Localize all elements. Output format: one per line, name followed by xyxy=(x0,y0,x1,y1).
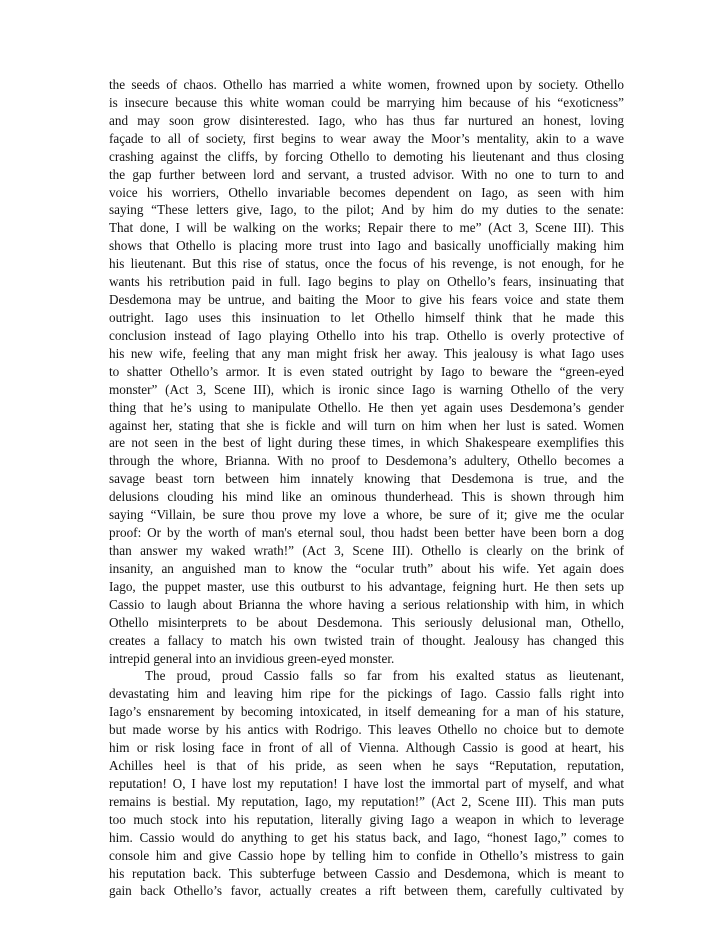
text-line: remains is bestial. My reputation, Iago, my reputation!” (Act 2, Scene III). This man puts xyxy=(109,793,624,809)
text-line: Cassio to laugh about Brianna the whore having a serious relationship with him, in which xyxy=(109,596,624,612)
text-line: to shatter Othello’s armor. It is even stated outright by Iago to beware the “green-eyed xyxy=(109,363,624,379)
text-line: reputation! O, I have lost my reputation! I have lost the immortal part of myself, and what xyxy=(109,775,624,791)
text-line: saying “These letters give, Iago, to the pilot; And by him do my duties to the senate: xyxy=(109,202,624,218)
text-line: delusions clouding his mind like an ominous thunderhead. This is shown through him xyxy=(109,489,624,505)
text-line: him. Cassio would do anything to get his status back, and Iago, “honest Iago,” comes to xyxy=(109,829,624,845)
text-line: creates a fallacy to match his own twisted train of thought. Jealousy has changed this xyxy=(109,632,624,648)
text-line: savage beast torn between him innately knowing that Desdemona is true, and the xyxy=(109,471,624,487)
text-line: console him and give Cassio hope by telling him to confide in Othello’s mistress to gain xyxy=(109,847,624,863)
text-line: him or risk losing face in front of all of Vienna. Although Cassio is good at heart, his xyxy=(109,740,624,756)
text-line: the seeds of chaos. Othello has married a white women, frowned upon by society. Othello xyxy=(109,77,624,92)
text-line: through the whore, Brianna. With no proof to Desdemona’s adultery, Othello becomes a xyxy=(109,453,624,469)
text-line: is insecure because this white woman could be marrying him because of his “exoticness” xyxy=(109,94,624,110)
text-line: outright. Iago uses this insinuation to let Othello himself think that he made this xyxy=(109,309,624,325)
essay-paragraph xyxy=(109,667,624,900)
text-line: proof: Or by the worth of man's eternal soul, thou hadst been better have been born a dog xyxy=(109,525,624,541)
text-line: façade to all of society, first begins to wear away the Moor’s mentality, akin to a wave xyxy=(109,130,624,146)
essay-page xyxy=(109,76,624,900)
text-line: gain back Othello’s favor, actually creates a rift between them, carefully cultivated by xyxy=(109,883,624,899)
text-line: That done, I will be walking on the works; Repair there to me” (Act 3, Scene III). This xyxy=(109,220,624,236)
text-line: shows that Othello is placing more trust into Iago and basically unofficially making him xyxy=(109,238,624,254)
essay-paragraph xyxy=(109,76,624,667)
text-line: thing that he’s using to manipulate Othello. He then yet again uses Desdemona’s gender xyxy=(109,399,624,415)
text-line: his new wife, feeling that any man might frisk her away. This jealousy is what Iago uses xyxy=(109,345,624,361)
text-line: too much stock into his reputation, literally giving Iago a weapon in which to leverage xyxy=(109,811,624,827)
text-line: his lieutenant. But this rise of status, once the focus of his revenge, is not enough, for he xyxy=(109,256,624,272)
text-line: devastating him and leaving him ripe for the pickings of Iago. Cassio falls right into xyxy=(109,686,624,702)
text-line: The proud, proud Cassio falls so far from his exalted status as lieutenant, xyxy=(145,668,624,684)
text-line: insanity, an anguished man to know the “ocular truth” about his wife. Yet again does xyxy=(109,560,624,576)
text-line: monster” (Act 3, Scene III), which is ironic since Iago is warning Othello of the very xyxy=(109,381,624,397)
text-line: Achilles heel is that of his pride, as seen when he says “Reputation, reputation, xyxy=(109,758,624,774)
text-line: are not seen in the best of light during these times, in which Shakespeare exemplifies this xyxy=(109,435,624,451)
text-line: intrepid general into an invidious green-eyed monster. xyxy=(109,650,395,666)
text-line: Iago’s ensnarement by becoming intoxicated, in itself demeaning for a man of his stature, xyxy=(109,704,624,720)
text-line: than answer my waked wrath!” (Act 3, Scene III). Othello is clearly on the brink of xyxy=(109,542,624,558)
text-line: the gap further between lord and servant, a trusted advisor. With no one to turn to and xyxy=(109,166,624,182)
text-line: but made worse by his antics with Rodrigo. This leaves Othello no choice but to demote xyxy=(109,722,624,738)
text-line: against her, stating that she is fickle and will turn on him when her lust is sated. Women xyxy=(109,417,624,433)
text-line: crashing against the cliffs, by forcing Othello to demoting his lieutenant and thus closing xyxy=(109,148,624,164)
text-line: his reputation back. This subterfuge between Cassio and Desdemona, which is meant to xyxy=(109,865,624,881)
text-line: conclusion instead of Iago playing Othello into his trap. Othello is overly protective of xyxy=(109,327,624,343)
text-line: Iago, the puppet master, use this outburst to his advantage, feigning hurt. He then sets up xyxy=(109,578,624,594)
text-line: Othello misinterprets to be about Desdemona. This seriously delusional man, Othello, xyxy=(109,614,624,630)
text-line: saying “Villain, be sure thou prove my love a whore, be sure of it; give me the ocular xyxy=(109,507,624,523)
text-line: wants his retribution paid in full. Iago begins to play on Othello’s fears, insinuating that xyxy=(109,274,624,290)
text-line: and may soon grow disinterested. Iago, who has thus far nurtured an honest, loving xyxy=(109,112,624,128)
text-line: Desdemona may be untrue, and baiting the Moor to give his fears voice and state them xyxy=(109,292,624,308)
text-line: voice his worriers, Othello invariable becomes dependent on Iago, as seen with him xyxy=(109,184,624,200)
